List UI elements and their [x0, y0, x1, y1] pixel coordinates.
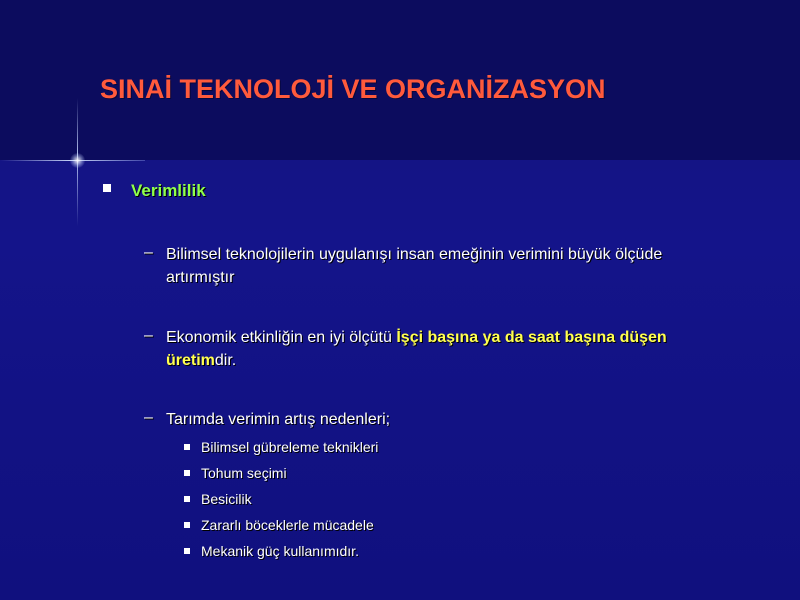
square-bullet-icon [184, 548, 190, 554]
list-item-text: Tohum seçimi [201, 465, 287, 481]
decorative-light-flare [70, 153, 85, 168]
point-scientific-technologies: Bilimsel teknolojilerin uygulanışı insan emeğinin verimini büyük ölçüde artırmıştır [166, 246, 663, 286]
square-bullet-icon [103, 184, 111, 192]
highlighted-phrase: İşçi başına ya da saat başına düşen üretim [166, 329, 667, 369]
list-item-text: Mekanik güç kullanımıdır. [201, 543, 359, 559]
list-item-text: Bilimsel gübreleme teknikleri [201, 439, 379, 455]
square-bullet-icon [184, 496, 190, 502]
square-bullet-icon [184, 444, 190, 450]
point-agriculture-reasons: Tarımda verimin artış nedenleri; [166, 411, 391, 428]
dash-bullet-icon: – [144, 327, 153, 344]
point-economic-efficiency [166, 326, 706, 372]
square-bullet-icon [184, 522, 190, 528]
list-item-text: Besicilik [201, 491, 252, 507]
point-text-after: dir. [214, 352, 237, 369]
dash-bullet-icon: – [144, 244, 153, 261]
list-item-text: Zararlı böceklerle mücadele [201, 517, 374, 533]
section-heading: Verimlilik [131, 181, 206, 200]
square-bullet-icon [184, 470, 190, 476]
dash-bullet-icon: – [144, 409, 153, 426]
slide-title: SINAİ TEKNOLOJİ VE ORGANİZASYON [100, 74, 606, 104]
point-text-before: Ekonomik etkinliğin en iyi ölçütü [166, 329, 397, 346]
